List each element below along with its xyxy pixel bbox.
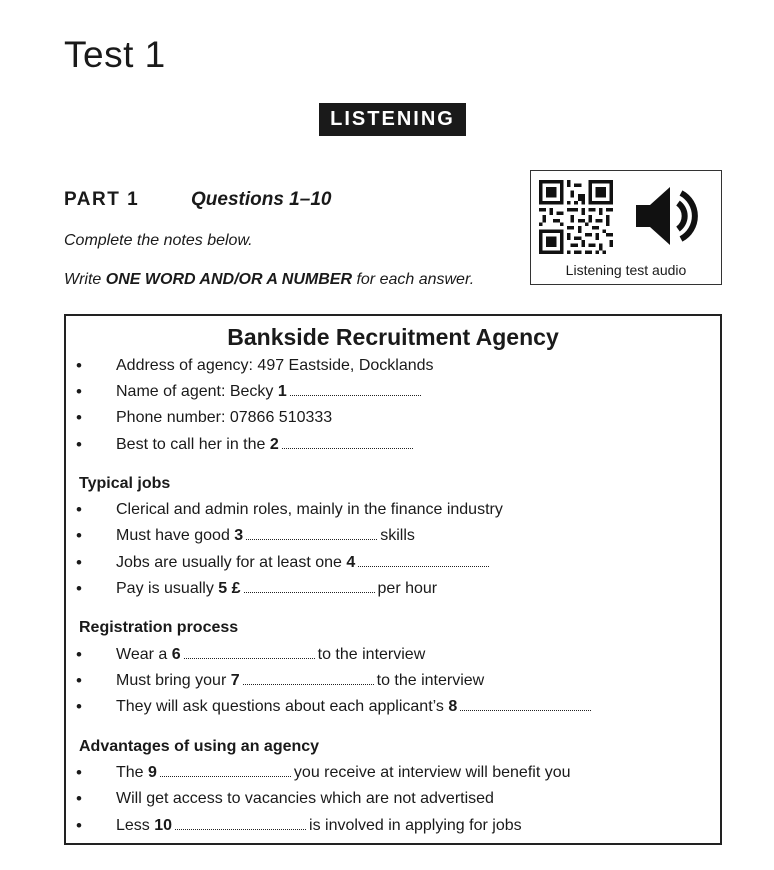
- answer-gap-8[interactable]: [460, 697, 591, 711]
- speaker-icon[interactable]: [634, 185, 700, 247]
- question-number-9: 9: [148, 764, 157, 781]
- note-row-address: • Address of agency: 497 Eastside, Docklands: [76, 356, 434, 375]
- answer-gap-1[interactable]: [290, 382, 421, 396]
- instruction-complete: Complete the notes below.: [64, 232, 253, 249]
- note-row-bring: • Must bring your 7 to the interview: [76, 671, 485, 690]
- notes-title: Bankside Recruitment Agency: [227, 324, 559, 350]
- answer-gap-6[interactable]: [184, 645, 315, 659]
- bullet: •: [76, 816, 82, 835]
- bullet: •: [76, 789, 82, 808]
- bullet: •: [76, 579, 82, 598]
- audio-caption: Listening test audio: [565, 262, 687, 278]
- note-row-agent: • Name of agent: Becky 1: [66, 381, 720, 403]
- question-number-3: 3: [234, 527, 244, 544]
- bullet: •: [76, 356, 82, 375]
- answer-gap-4[interactable]: [358, 553, 489, 567]
- bullet: •: [76, 382, 82, 401]
- note-row-vacancies: • Will get access to vacancies which are not advertised: [76, 789, 494, 808]
- question-number-8: 8: [448, 698, 458, 715]
- note-row-phone: • Phone number: 07866 510333: [76, 408, 333, 427]
- question-number-6: 6: [171, 646, 181, 663]
- notes-box: [64, 314, 722, 845]
- bullet: •: [76, 553, 82, 572]
- note-row-wear: • Wear a 6 to the interview: [76, 645, 426, 664]
- section-banner: LISTENING: [319, 103, 466, 136]
- note-row-pay: • Pay is usually 5 £ per hour: [76, 579, 438, 598]
- audio-panel[interactable]: [530, 170, 722, 285]
- question-number-4: 4: [346, 554, 356, 571]
- answer-gap-10[interactable]: [175, 816, 306, 830]
- bullet: •: [76, 671, 82, 690]
- note-row-skills: • Must have good 3 skills: [76, 526, 415, 545]
- part-questions: Questions 1–10: [191, 189, 332, 210]
- heading-registration: Registration process: [79, 619, 239, 636]
- note-row-duration: • Jobs are usually for at least one 4: [66, 552, 720, 574]
- note-row-questions: • They will ask questions about each applicant’s 8: [66, 696, 720, 718]
- test-title: Test 1: [64, 34, 166, 75]
- note-row-less: • Less 10 is involved in applying for jobs: [76, 816, 522, 835]
- heading-advantages: Advantages of using an agency: [79, 738, 320, 755]
- answer-gap-2[interactable]: [282, 435, 413, 449]
- question-number-2: 2: [269, 436, 279, 453]
- bullet: •: [76, 500, 82, 519]
- question-number-7: 7: [230, 672, 240, 689]
- part-label: PART 1: [64, 189, 140, 210]
- instruction-write: Write ONE WORD AND/OR A NUMBER for each answer.: [64, 271, 475, 288]
- answer-gap-3[interactable]: [246, 526, 377, 540]
- bullet: •: [76, 526, 82, 545]
- bullet: •: [76, 435, 82, 454]
- question-number-1: 1: [277, 383, 287, 400]
- note-row-call-time: • Best to call her in the 2: [66, 434, 720, 456]
- answer-gap-7[interactable]: [243, 671, 374, 685]
- answer-gap-5[interactable]: [244, 579, 375, 593]
- bullet: •: [76, 408, 82, 427]
- bullet: •: [76, 697, 82, 716]
- answer-gap-9[interactable]: [160, 763, 291, 777]
- qr-code-icon[interactable]: [539, 180, 613, 254]
- question-number-10: 10: [154, 817, 173, 834]
- bullet: •: [76, 763, 82, 782]
- note-row-receive: • The 9 you receive at interview will benefit you: [76, 763, 571, 782]
- note-row-job-roles: • Clerical and admin roles, mainly in the finance industry: [76, 500, 503, 519]
- heading-typical-jobs: Typical jobs: [79, 475, 171, 492]
- question-number-5: 5 £: [218, 580, 241, 597]
- bullet: •: [76, 645, 82, 664]
